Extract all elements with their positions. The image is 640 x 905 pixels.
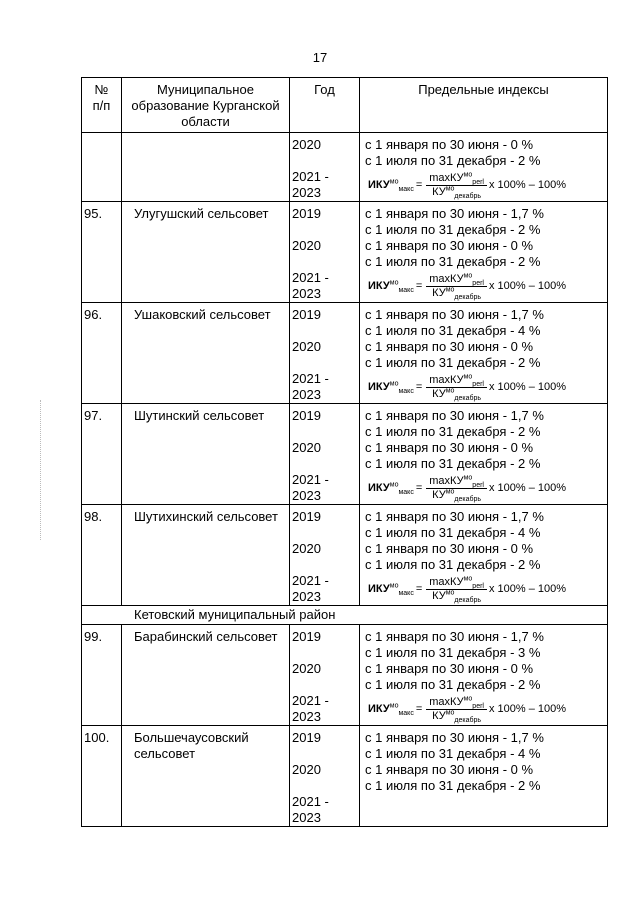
year-label: 2021 - 2023 xyxy=(292,693,329,724)
indexes-cell xyxy=(360,726,608,827)
municipality-cell xyxy=(122,625,290,726)
row-number: 99. xyxy=(84,629,103,644)
index-line: с 1 января по 30 июня - 1,7 % xyxy=(365,730,544,745)
index-line: с 1 января по 30 июня - 0 % xyxy=(365,238,534,253)
municipality-cell xyxy=(122,726,290,827)
index-block xyxy=(360,509,607,541)
municipality-cell xyxy=(122,505,290,606)
formula-numerator: maxКУ$^{мо}_{perl}$ xyxy=(426,172,487,186)
formula-tail: x 100% – 100% xyxy=(488,179,567,191)
municipality-name: Улугушский сельсовет xyxy=(134,206,269,221)
year-label: 2019 xyxy=(292,730,321,745)
district-name: Кетовский муниципальный район xyxy=(134,607,336,622)
formula-fraction xyxy=(426,374,487,401)
district-cell xyxy=(82,606,608,625)
index-line: с 1 января по 30 июня - 1,7 % xyxy=(365,206,544,221)
year-label: 2021 - 2023 xyxy=(292,573,329,604)
municipality-cell xyxy=(122,133,290,202)
year-cell xyxy=(290,303,360,404)
row-number: 100. xyxy=(84,730,110,745)
index-block xyxy=(360,371,607,403)
year-cell xyxy=(290,726,360,827)
table-row xyxy=(82,505,608,606)
tariff-index-table xyxy=(81,77,608,827)
indexes-cell xyxy=(360,625,608,726)
index-line: с 1 января по 30 июня - 0 % xyxy=(365,661,534,676)
year-label: 2021 - 2023 xyxy=(292,472,329,503)
index-line: с 1 января по 30 июня - 1,7 % xyxy=(365,629,544,644)
index-line: с 1 июля по 31 декабря - 2 % xyxy=(365,677,541,692)
year-label: 2019 xyxy=(292,307,321,322)
formula-lhs: $ИКУ^{мо}_{макс}$ xyxy=(368,380,414,396)
index-block xyxy=(360,541,607,573)
index-line: с 1 июля по 31 декабря - 4 % xyxy=(365,525,541,540)
row-number-cell xyxy=(82,202,122,303)
formula-tail: x 100% – 100% xyxy=(488,703,567,715)
formula-denominator: $КУ^{мо}_{декабрь}$ xyxy=(432,184,482,200)
year-label: 2020 xyxy=(292,440,321,455)
year-label: 2020 xyxy=(292,661,321,676)
municipality-name: Большечаусовский сельсовет xyxy=(134,730,249,761)
formula-eq: = xyxy=(415,381,423,393)
year-cell xyxy=(290,133,360,202)
formula-denominator: $КУ^{мо}_{декабрь}$ xyxy=(432,708,482,724)
year-label: 2020 xyxy=(292,541,321,556)
formula-tail: x 100% – 100% xyxy=(488,583,567,595)
formula-eq: = xyxy=(415,179,423,191)
row-number-cell xyxy=(82,303,122,404)
year-label: 2021 - 2023 xyxy=(292,270,329,301)
formula-denominator: $КУ^{мо}_{декабрь}$ xyxy=(432,285,482,301)
row-number: 97. xyxy=(84,408,103,423)
municipality-name xyxy=(122,133,289,137)
formula-eq: = xyxy=(415,703,423,715)
row-number: 98. xyxy=(84,509,103,524)
index-block xyxy=(360,629,607,661)
row-number: 96. xyxy=(84,307,103,322)
formula-numerator: maxКУ$^{мо}_{perl}$ xyxy=(426,374,487,388)
row-number-cell xyxy=(82,726,122,827)
formula-eq: = xyxy=(415,583,423,595)
formula-numerator: maxКУ$^{мо}_{perl}$ xyxy=(426,475,487,489)
header-municipality-text: Муниципальное образование Курганской области xyxy=(131,82,280,129)
index-line: с 1 июля по 31 декабря - 2 % xyxy=(365,153,541,168)
index-line: с 1 января по 30 июня - 0 % xyxy=(365,137,534,152)
index-block xyxy=(360,137,607,169)
row-number xyxy=(82,133,121,137)
header-year xyxy=(290,78,360,133)
page-number: 17 xyxy=(312,50,328,65)
municipality-name: Барабинский сельсовет xyxy=(134,629,278,644)
index-block xyxy=(360,408,607,440)
year-cell xyxy=(290,202,360,303)
formula-lhs: $ИКУ^{мо}_{макс}$ xyxy=(368,582,414,598)
header-num-text: № п/п xyxy=(92,82,111,113)
district-row xyxy=(82,606,608,625)
index-line: с 1 июля по 31 декабря - 2 % xyxy=(365,222,541,237)
formula-tail: x 100% – 100% xyxy=(488,482,567,494)
index-formula xyxy=(360,573,607,605)
header-year-text: Год xyxy=(314,82,335,97)
municipality-cell xyxy=(122,303,290,404)
row-number: 95. xyxy=(84,206,103,221)
index-line: с 1 января по 30 июня - 1,7 % xyxy=(365,307,544,322)
indexes-cell xyxy=(360,505,608,606)
header-num xyxy=(82,78,122,133)
index-block xyxy=(360,794,607,826)
formula-lhs: $ИКУ^{мо}_{макс}$ xyxy=(368,702,414,718)
indexes-cell xyxy=(360,303,608,404)
year-label: 2020 xyxy=(292,762,321,777)
index-block xyxy=(360,270,607,302)
index-line: с 1 июля по 31 декабря - 4 % xyxy=(365,746,541,761)
scan-margin-mark xyxy=(40,400,42,540)
indexes-cell xyxy=(360,202,608,303)
formula-tail: x 100% – 100% xyxy=(488,381,567,393)
index-block xyxy=(360,440,607,472)
municipality-name: Шутинский сельсовет xyxy=(134,408,265,423)
index-line: с 1 июля по 31 декабря - 4 % xyxy=(365,323,541,338)
index-block xyxy=(360,693,607,725)
year-label: 2019 xyxy=(292,206,321,221)
indexes-cell xyxy=(360,404,608,505)
table-row xyxy=(82,625,608,726)
index-line: с 1 января по 30 июня - 0 % xyxy=(365,541,534,556)
formula-fraction xyxy=(426,172,487,199)
formula-numerator: maxКУ$^{мо}_{perl}$ xyxy=(426,576,487,590)
index-block xyxy=(360,472,607,504)
table-row xyxy=(82,303,608,404)
index-line: с 1 января по 30 июня - 1,7 % xyxy=(365,509,544,524)
table-header-row xyxy=(82,78,608,133)
formula-fraction xyxy=(426,475,487,502)
formula-lhs: $ИКУ^{мо}_{макс}$ xyxy=(368,481,414,497)
index-block xyxy=(360,238,607,270)
index-block xyxy=(360,730,607,762)
row-number-cell xyxy=(82,404,122,505)
formula-lhs: $ИКУ^{мо}_{макс}$ xyxy=(368,178,414,194)
index-line: с 1 июля по 31 декабря - 2 % xyxy=(365,557,541,572)
formula-denominator: $КУ^{мо}_{декабрь}$ xyxy=(432,588,482,604)
index-block xyxy=(360,661,607,693)
year-label: 2019 xyxy=(292,408,321,423)
table-row xyxy=(82,133,608,202)
index-block xyxy=(360,762,607,794)
formula-fraction xyxy=(426,696,487,723)
index-line: с 1 января по 30 июня - 0 % xyxy=(365,339,534,354)
year-cell xyxy=(290,404,360,505)
year-label: 2021 - 2023 xyxy=(292,794,329,825)
index-formula xyxy=(360,693,607,725)
index-line: с 1 июля по 31 декабря - 2 % xyxy=(365,254,541,269)
index-block xyxy=(360,573,607,605)
header-indexes xyxy=(360,78,608,133)
header-indexes-text: Предельные индексы xyxy=(418,82,549,97)
index-line: с 1 января по 30 июня - 0 % xyxy=(365,440,534,455)
index-formula xyxy=(360,270,607,302)
table-body xyxy=(82,133,608,827)
index-formula xyxy=(360,371,607,403)
formula-eq: = xyxy=(415,482,423,494)
year-label: 2019 xyxy=(292,509,321,524)
formula-lhs: $ИКУ^{мо}_{макс}$ xyxy=(368,279,414,295)
municipality-cell xyxy=(122,404,290,505)
index-block xyxy=(360,169,607,201)
year-label: 2020 xyxy=(292,339,321,354)
index-line: с 1 июля по 31 декабря - 2 % xyxy=(365,456,541,471)
table-row xyxy=(82,202,608,303)
header-municipality xyxy=(122,78,290,133)
formula-eq: = xyxy=(415,280,423,292)
formula-fraction xyxy=(426,273,487,300)
year-cell xyxy=(290,505,360,606)
municipality-name: Шутихинский сельсовет xyxy=(134,509,278,524)
index-block xyxy=(360,206,607,238)
index-line: с 1 июля по 31 декабря - 2 % xyxy=(365,355,541,370)
formula-tail: x 100% – 100% xyxy=(488,280,567,292)
index-formula xyxy=(360,472,607,504)
row-number-cell xyxy=(82,505,122,606)
year-label: 2020 xyxy=(292,137,321,152)
formula-numerator: maxКУ$^{мо}_{perl}$ xyxy=(426,273,487,287)
index-formula xyxy=(360,169,607,201)
index-line: с 1 июля по 31 декабря - 2 % xyxy=(365,778,541,793)
index-line: с 1 января по 30 июня - 1,7 % xyxy=(365,408,544,423)
formula-fraction xyxy=(426,576,487,603)
table-row xyxy=(82,404,608,505)
formula-denominator: $КУ^{мо}_{декабрь}$ xyxy=(432,487,482,503)
municipality-name: Ушаковский сельсовет xyxy=(134,307,271,322)
formula-numerator: maxКУ$^{мо}_{perl}$ xyxy=(426,696,487,710)
year-label: 2021 - 2023 xyxy=(292,169,329,200)
indexes-cell xyxy=(360,133,608,202)
year-cell xyxy=(290,625,360,726)
year-label: 2020 xyxy=(292,238,321,253)
row-number-cell xyxy=(82,625,122,726)
index-line: с 1 января по 30 июня - 0 % xyxy=(365,762,534,777)
row-number-cell xyxy=(82,133,122,202)
year-label: 2021 - 2023 xyxy=(292,371,329,402)
municipality-cell xyxy=(122,202,290,303)
index-line: с 1 июля по 31 декабря - 3 % xyxy=(365,645,541,660)
table-row xyxy=(82,726,608,827)
index-block xyxy=(360,339,607,371)
index-line: с 1 июля по 31 декабря - 2 % xyxy=(365,424,541,439)
formula-denominator: $КУ^{мо}_{декабрь}$ xyxy=(432,386,482,402)
year-label: 2019 xyxy=(292,629,321,644)
index-block xyxy=(360,307,607,339)
